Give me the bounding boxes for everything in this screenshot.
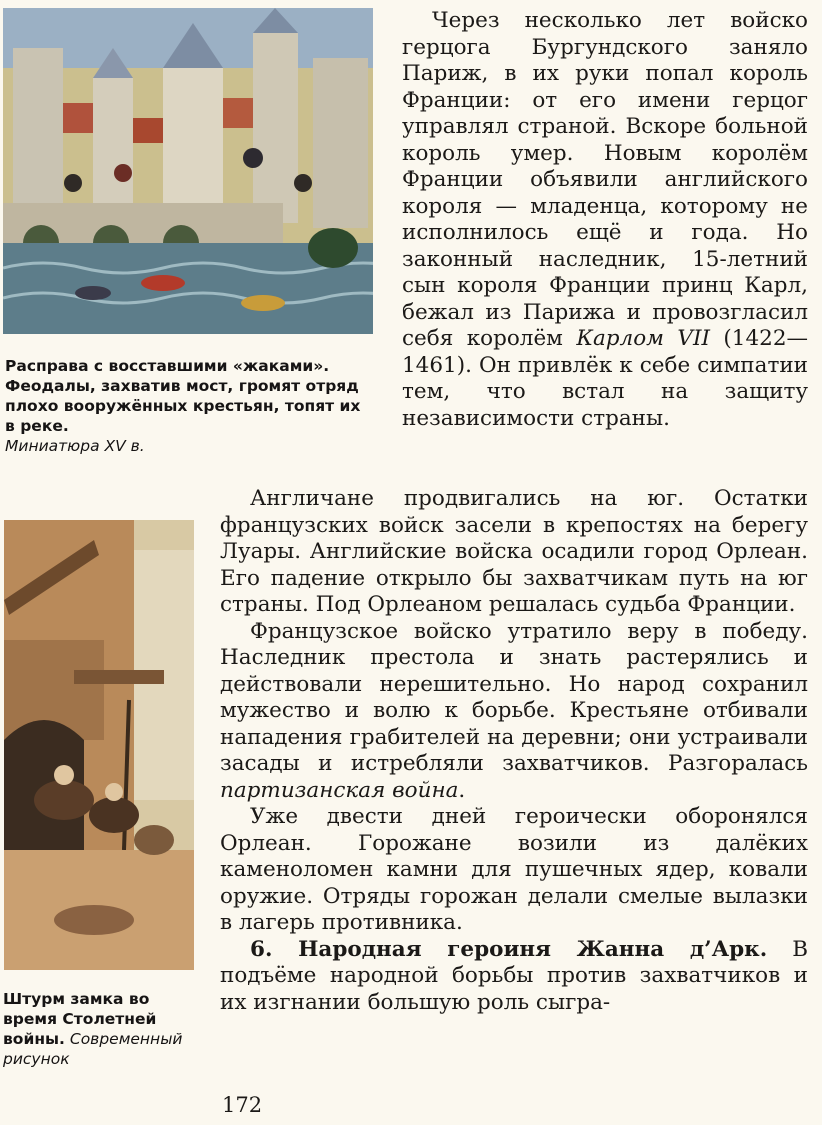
castle-storm-caption-source: Современный рисунок (3, 1030, 183, 1068)
miniature-caption (5, 356, 365, 456)
section-heading: 6. Народная героиня Жанна д’Арк. (250, 936, 768, 962)
miniature-image (3, 8, 373, 334)
column-paragraph (402, 8, 808, 432)
miniature-caption-source: Миниатюра XV в. (5, 437, 145, 455)
partisan-war-term: партизанская война (220, 777, 459, 803)
section-text: В подъёме народной борьбы против захватчиков и их изгнании большую роль сыгра- (220, 936, 808, 1015)
paragraph-partisan-war (220, 619, 808, 805)
paragraph-orleans-defense: Уже двести дней героически оборонялся Орлеан. Горожане возили из далёких каменоломен камни для пушечных ядер, ковали оружие. Отряды горожан делали смелые вылазки в лагерь противника. (220, 804, 808, 935)
main-text (220, 486, 808, 1016)
paragraph-partisan-war-end: . (458, 777, 466, 803)
column-paragraph-tail: (1422—1461). Он привлёк к себе симпатии тем, что встал на защиту независимости страны. (402, 326, 808, 431)
paragraph-partisan-war-text: Французское войско утратило веру в победу. Наследник престола и знать растерялись и действовали нерешительно. Но народ сохранил мужество и волю к борьбе. Крестьяне отбивали нападения грабителей на деревни; они устраивали засады и истребляли захватчиков. Разгоралась (220, 618, 808, 776)
page-number: 172 (222, 1093, 263, 1117)
miniature-caption-text: Расправа с восставшими «жаками». Феодалы, захватив мост, громят отряд плохо вооружённых крестьян, топят их в реке. (5, 357, 361, 435)
castle-storm-caption (3, 989, 188, 1069)
section-joan-of-arc (220, 937, 808, 1017)
column-paragraph-text: Через несколько лет войско герцога Бургундского заняло Париж, в их руки попал король Франции: от его имени герцог управлял страной. Вскоре больной король умер. Новым королём Франции объявили английского короля — младенца, которому не исполнилось ещё и года. Но законный наследник, 15-летний сын короля Франции принц Карл, бежал из Парижа и провозгласил себя королём (402, 8, 808, 351)
paragraph-orleans-siege: Англичане продвигались на юг. Остатки французских войск засели в крепостях на берегу Луары. Английские войска осадили город Орлеан. Его падение открыло бы захватчикам путь на юг страны. Под Орлеаном решалась судьба Франции. (220, 486, 808, 617)
karl-vii-name: Карлом VII (576, 326, 710, 351)
castle-storm-caption-text: Штурм замка во время Столетней войны. (3, 990, 157, 1048)
castle-storm-image (4, 520, 194, 970)
